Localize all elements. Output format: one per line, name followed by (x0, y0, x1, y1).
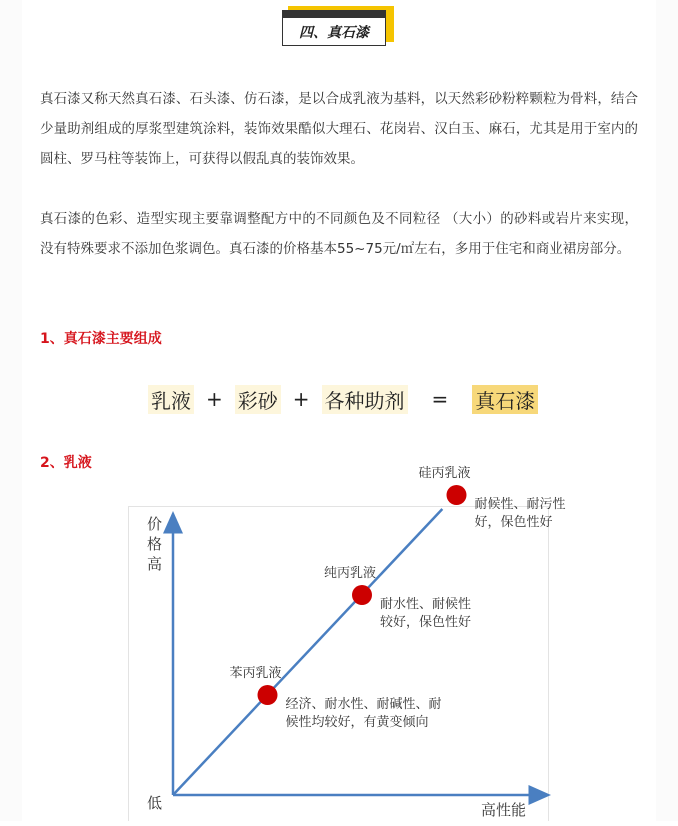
data-point-desc: 较好，保色性好 (380, 615, 472, 630)
data-point-desc: 耐候性、耐污性 (474, 497, 566, 512)
data-point-desc: 候性均较好，有黄变倾向 (285, 715, 429, 730)
data-point-name: 苯丙乳液 (229, 666, 282, 681)
data-point (447, 485, 467, 505)
formula-result: 真石漆 (472, 385, 538, 414)
data-point-name: 硅丙乳液 (418, 466, 471, 481)
data-point-desc: 好，保色性好 (474, 515, 553, 530)
composition-formula (148, 384, 538, 414)
data-point (352, 585, 372, 605)
y-axis-label: 价 格 高 (147, 515, 163, 573)
trend-line (173, 509, 442, 795)
emulsion-chart (128, 466, 566, 821)
formula-plus: + (292, 387, 310, 411)
intro-paragraph: 真石漆又称天然真石漆、石头漆、仿石漆，是以合成乳液为基料，以天然彩砂粉粹颗粒为骨料，结合少量助剂组成的厚浆型建筑涂料，装饰效果酷似大理石、花岗岩、汉白玉、麻石，尤其是用于室内的圆柱、罗马柱等装饰上，可获得以假乱真的装饰效果。 (40, 91, 638, 167)
formula-item-sand: 彩砂 (235, 385, 281, 414)
section-title: 四、真石漆 (299, 25, 369, 41)
formula-item-additives: 各种助剂 (322, 385, 408, 414)
subheading-emulsion: 2、乳液 (40, 455, 92, 471)
data-point-name: 纯丙乳液 (324, 566, 377, 581)
formula-equals: = (431, 387, 449, 411)
emulsion-chart-svg (129, 466, 566, 822)
section-title-bar (283, 11, 385, 18)
subheading-composition: 1、真石漆主要组成 (40, 331, 162, 347)
formula-plus: + (206, 387, 223, 411)
section-title-box (282, 10, 386, 46)
price-paragraph: 真石漆的色彩、造型实现主要靠调整配方中的不同颜色及不同粒径 （大小）的砂料或岩片来实现，没有特殊要求不添加色浆调色。真石漆的价格基本55~75元/㎡左右，多用于住宅和商业裙房部分。 (40, 211, 638, 257)
y-axis-low-label: 低 (147, 794, 163, 812)
section-title-badge (282, 6, 394, 44)
data-point-desc: 耐水性、耐候性 (380, 597, 472, 612)
formula-item-emulsion: 乳液 (148, 385, 194, 414)
data-point (258, 685, 278, 705)
data-point-desc: 经济、耐水性、耐碱性、耐 (285, 697, 442, 712)
x-axis-label: 高性能 (481, 801, 527, 819)
